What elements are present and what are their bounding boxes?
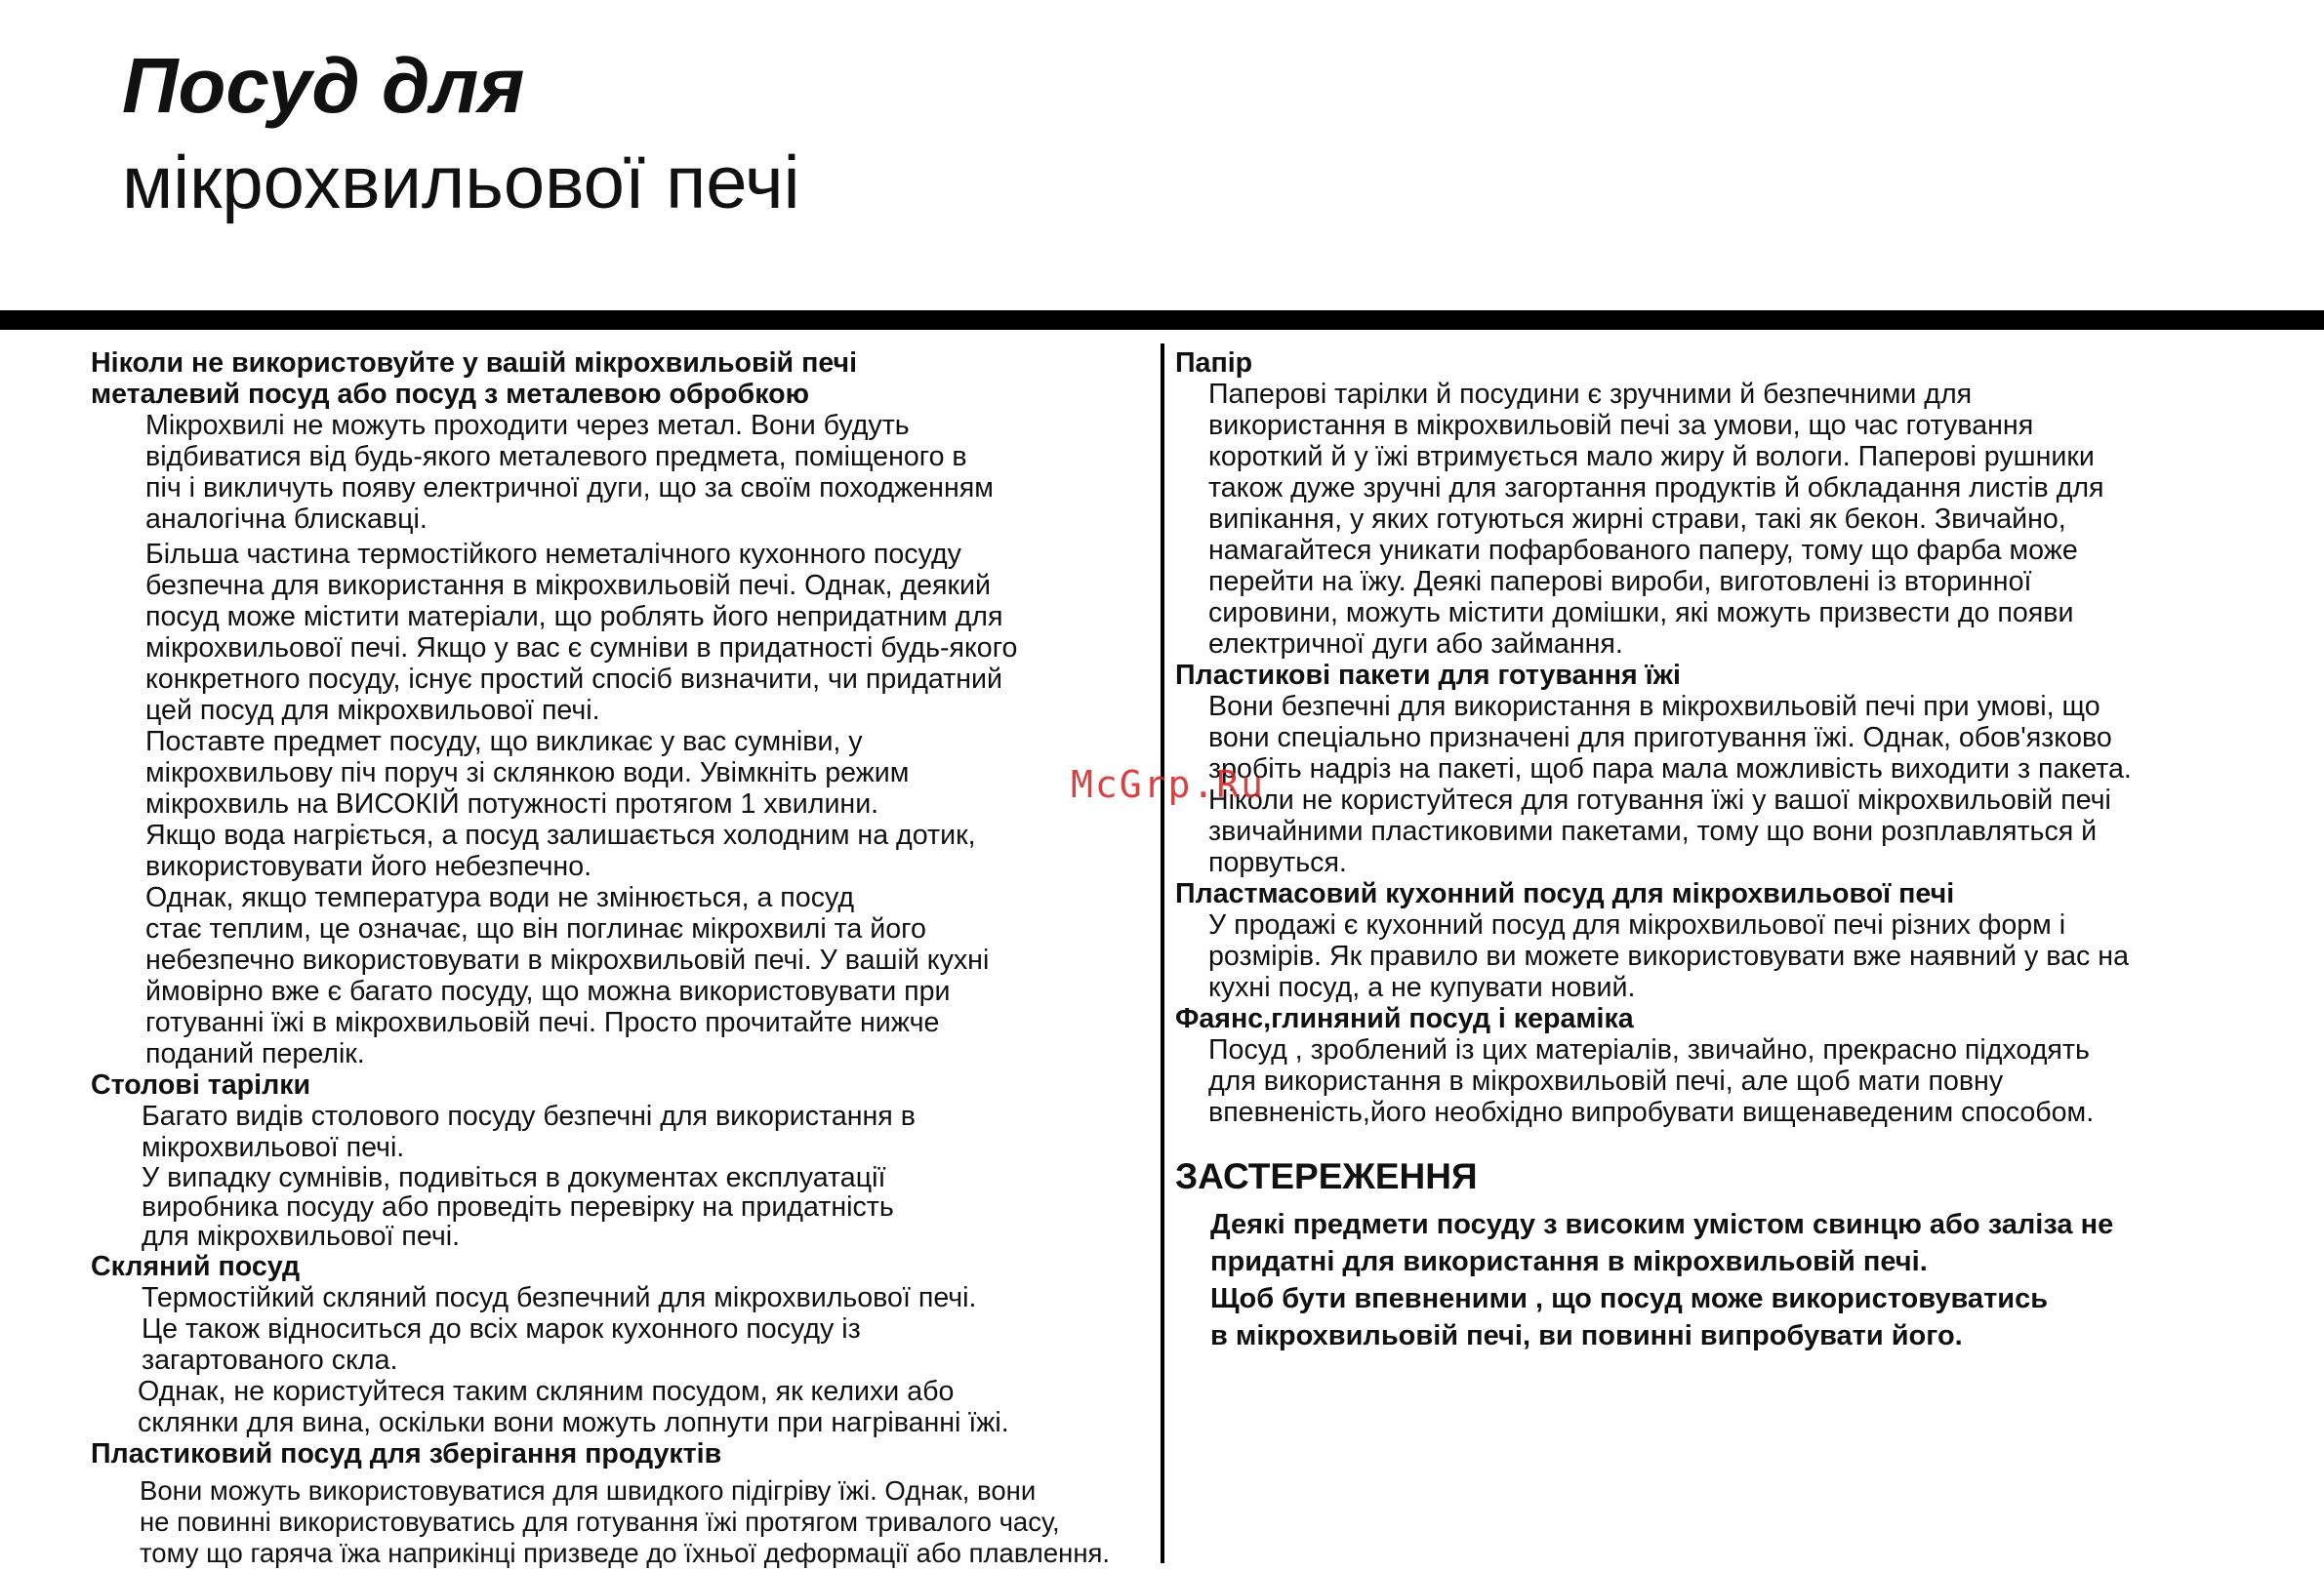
column-divider xyxy=(1161,343,1164,1563)
paragraph-glassware-warning: Однак, не користуйтеся таким скляним посудом, як келихи або склянки для вина, оскільки вони можуть лопнути при нагріванні їжі. xyxy=(138,1376,1009,1438)
right-column xyxy=(1175,347,2307,1354)
page-title-line2: мікрохвильової печі xyxy=(122,141,800,224)
heading-paper: Папір xyxy=(1175,347,1253,379)
paragraph-ceramics: Посуд , зроблений із цих матеріалів, звичайно, прекрасно підходять для використання в мікрохвильовій печі, але щоб мати повну впевненість,його необхідно випробувати вищенаведеним способом. xyxy=(1208,1034,2095,1128)
paragraph-paper: Паперові тарілки й посудини є зручними й безпечними для використання в мікрохвильовій печі за умови, що час готування короткий й у їжі втримується мало жиру й вологи. Паперові рушники також дуже зручні для загортання продуктів й обкладання листів для випікання, у яких готуються жирні страви, такі як бекон. Звичайно, намагайтеся уникати пофарбованого паперу, тому що фарба може перейти на їжу. Деякі паперові вироби, виготовлені із вторинної сировини, можуть містити домішки, які можуть призвести до появи електричної дуги або займання. xyxy=(1208,379,2104,660)
paragraph-plastic-cookware: У продажі є кухонний посуд для мікрохвильової печі різних форм і розмірів. Як правило ви можете використовувати вже наявний у вас на кухні посуд, а не купувати новий. xyxy=(1208,909,2129,1003)
warning-text: Деякі предмети посуду з високим умістом свинцю або заліза не придатні для використання в мікрохвильовій печі. Щоб бути впевненими , що посуд може використовуватись в мікрохвильовій печі, ви повинні випробувати його. xyxy=(1210,1209,2114,1351)
heading-plastic-cookware: Пластмасовий кухонний посуд для мікрохвильової печі xyxy=(1175,878,1955,909)
heading-metal-cookware: Ніколи не використовуйте у вашій мікрохвильовій печі металевий посуд або посуд з металевою обробкою xyxy=(91,347,858,410)
paragraph-tableware: Багато видів столового посуду безпечні для використання в мікрохвильової печі. xyxy=(142,1101,916,1163)
heading-tableware: Столові тарілки xyxy=(91,1069,311,1101)
paragraph-tableware-doubt: У випадку сумнівів, подивіться в документах експлуатації виробника посуду або проведіть перевірку на придатність для мікрохвильової печі. xyxy=(142,1162,894,1252)
heading-cooking-bags: Пластикові пакети для готування їжі xyxy=(1175,660,1681,691)
paragraph-glassware: Термостійкий скляний посуд безпечний для мікрохвильової печі. Це також відноситься до всіх марок кухонного посуду із загартованого скла. xyxy=(142,1282,977,1376)
header-divider xyxy=(0,310,2324,330)
page-title-line1: Посуд для xyxy=(122,42,525,129)
heading-ceramics: Фаянс,глиняний посуд і кераміка xyxy=(1175,1003,1634,1034)
paragraph-test-method: Поставте предмет посуду, що викликає у вас сумніви, у мікрохвильову піч поруч зі склянкою води. Увімкніть режим мікрохвиль на ВИСОКІЙ потужності протягом 1 хвилини. xyxy=(145,726,910,820)
heading-plastic-storage: Пластиковий посуд для зберігання продуктів xyxy=(91,1438,722,1470)
paragraph-microwaves-metal: Мікрохвилі не можуть проходити через метал. Вони будуть відбиватися від будь-якого металевого предмета, поміщеного в піч і викличуть появу електричної дуги, що за своїм походженням аналогічна блискавці. xyxy=(145,410,994,535)
heading-glassware: Скляний посуд xyxy=(91,1251,301,1282)
paragraph-cooking-bags: Вони безпечні для використання в мікрохвильовій печі при умові, що вони спеціально призначені для приготування їжі. Однак, обов'язково зробіть надріз на пакеті, щоб пара мала можливість виходити з пакета. Ніколи не користуйтеся для готування їжі у вашої мікрохвильовій печі звичайними пластиковими пакетами, тому що вони розплавляться й порвуться. xyxy=(1208,691,2132,878)
left-column xyxy=(91,347,1140,1569)
paragraph-water-heats: Якщо вода нагріється, а посуд залишається холодним на дотик, використовувати його небезпечно. xyxy=(145,820,976,882)
warning-title: ЗАСТЕРЕЖЕННЯ xyxy=(1175,1156,1478,1196)
paragraph-plastic-storage: Вони можуть використовуватися для швидкого підігріву їжі. Однак, вони не повинні використовуватись для готування їжі протягом тривалого часу, тому що гаряча їжа наприкінці призведе до їхньої деформації або плавлення. xyxy=(140,1475,1111,1568)
watermark: McGrp.Ru xyxy=(1071,763,1266,806)
paragraph-cookware-warm: Однак, якщо температура води не змінюється, а посуд стає теплим, це означає, що він поглинає мікрохвилі та його небезпечно використовувати в мікрохвильовій печі. У вашій кухні ймовірно вже є багато посуду, що можна використовувати при готуванні їжі в мікрохвильовій печі. Просто прочитайте нижче поданий перелік. xyxy=(145,882,990,1069)
paragraph-heat-resistant: Більша частина термостійкого неметалічного кухонного посуду безпечна для використання в мікрохвильовій печі. Однак, деякий посуд може містити матеріали, що роблять його непридатним для мікрохвильової печі. Якщо у вас є сумніви в придатності будь-якого конкретного посуду, існує простий спосіб визначити, чи придатний цей посуд для мікрохвильової печі. xyxy=(145,539,1018,726)
